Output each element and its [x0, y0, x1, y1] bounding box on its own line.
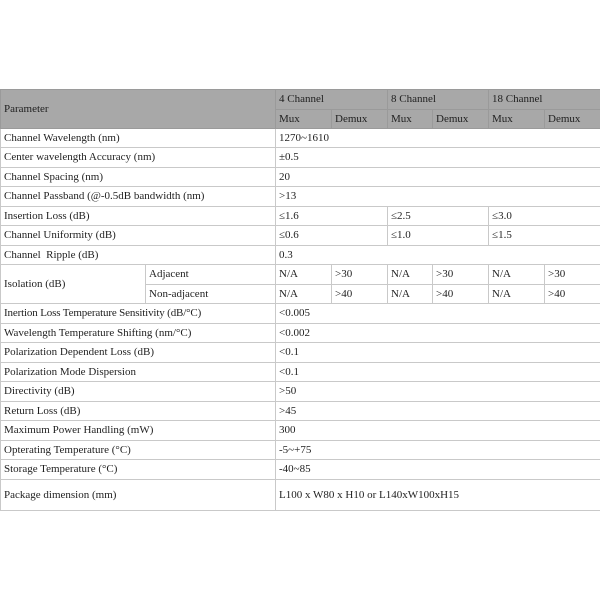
- row-label: Opterating Temperature (°C): [1, 440, 276, 460]
- table-row: [1, 167, 600, 187]
- row-label: Channel Ripple (dB): [1, 245, 276, 265]
- header-18-channel: 18 Channel: [489, 90, 600, 110]
- header-parameter: Parameter: [1, 90, 276, 129]
- table-row: [1, 148, 600, 168]
- row-sublabel: Adjacent: [146, 265, 276, 285]
- row-label: Channel Wavelength (nm): [1, 128, 276, 148]
- row-value: >45: [276, 401, 600, 421]
- row-value: N/A: [276, 284, 332, 304]
- table-row: [1, 226, 600, 246]
- row-label: Channel Uniformity (dB): [1, 226, 276, 246]
- table-row: [1, 245, 600, 265]
- row-value: ≤2.5: [388, 206, 489, 226]
- row-label: Return Loss (dB): [1, 401, 276, 421]
- row-value: ±0.5: [276, 148, 600, 168]
- row-label: Polarization Mode Dispersion: [1, 362, 276, 382]
- row-value: ≤0.6: [276, 226, 388, 246]
- row-value: >30: [332, 265, 388, 285]
- header-8-channel: 8 Channel: [388, 90, 489, 110]
- table-row: [1, 460, 600, 480]
- row-value: ≤3.0: [489, 206, 600, 226]
- row-sublabel: Non-adjacent: [146, 284, 276, 304]
- header-demux: Demux: [545, 109, 600, 128]
- row-value: <0.002: [276, 323, 600, 343]
- row-value: >40: [332, 284, 388, 304]
- table-row: [1, 265, 600, 285]
- row-value: >40: [545, 284, 600, 304]
- row-value: >30: [433, 265, 489, 285]
- row-value: >13: [276, 187, 600, 207]
- row-label: Isolation (dB): [1, 265, 146, 304]
- row-label: Package dimension (mm): [1, 479, 276, 510]
- table-row: [1, 343, 600, 363]
- header-demux: Demux: [332, 109, 388, 128]
- row-value: 300: [276, 421, 600, 441]
- row-value: <0.1: [276, 362, 600, 382]
- row-label: Insertion Loss (dB): [1, 206, 276, 226]
- row-value: >30: [545, 265, 600, 285]
- header-mux: Mux: [489, 109, 545, 128]
- table-row: [1, 440, 600, 460]
- row-value: 1270~1610: [276, 128, 600, 148]
- row-value: <0.1: [276, 343, 600, 363]
- row-value: N/A: [489, 265, 545, 285]
- row-value: ≤1.6: [276, 206, 388, 226]
- row-value: N/A: [489, 284, 545, 304]
- row-label: Channel Spacing (nm): [1, 167, 276, 187]
- row-value: N/A: [388, 284, 433, 304]
- table-row: [1, 304, 600, 324]
- row-value: -40~85: [276, 460, 600, 480]
- table-row: [1, 479, 600, 510]
- row-value: -5~+75: [276, 440, 600, 460]
- table-row: [1, 206, 600, 226]
- table-row: [1, 421, 600, 441]
- table-row: [1, 362, 600, 382]
- header-mux: Mux: [388, 109, 433, 128]
- header-4-channel: 4 Channel: [276, 90, 388, 110]
- header-row: [1, 90, 600, 110]
- table-row: [1, 382, 600, 402]
- row-label: Wavelength Temperature Shifting (nm/°C): [1, 323, 276, 343]
- table-row: [1, 187, 600, 207]
- header-demux: Demux: [433, 109, 489, 128]
- row-label: Channel Passband (@-0.5dB bandwidth (nm): [1, 187, 276, 207]
- row-value: ≤1.5: [489, 226, 600, 246]
- row-value: 20: [276, 167, 600, 187]
- row-label: Maximum Power Handling (mW): [1, 421, 276, 441]
- row-label: Directivity (dB): [1, 382, 276, 402]
- row-label: Inertion Loss Temperature Sensitivity (dB/°C): [1, 304, 276, 324]
- row-value: N/A: [276, 265, 332, 285]
- row-label: Polarization Dependent Loss (dB): [1, 343, 276, 363]
- spec-table: [0, 89, 600, 511]
- row-label: Center wavelength Accuracy (nm): [1, 148, 276, 168]
- row-value: >50: [276, 382, 600, 402]
- table-row: [1, 128, 600, 148]
- row-value: 0.3: [276, 245, 600, 265]
- row-value: <0.005: [276, 304, 600, 324]
- table-row: [1, 401, 600, 421]
- row-value: >40: [433, 284, 489, 304]
- row-value: L100 x W80 x H10 or L140xW100xH15: [276, 479, 600, 510]
- row-value: ≤1.0: [388, 226, 489, 246]
- table-row: [1, 323, 600, 343]
- row-value: N/A: [388, 265, 433, 285]
- header-mux: Mux: [276, 109, 332, 128]
- row-label: Storage Temperature (°C): [1, 460, 276, 480]
